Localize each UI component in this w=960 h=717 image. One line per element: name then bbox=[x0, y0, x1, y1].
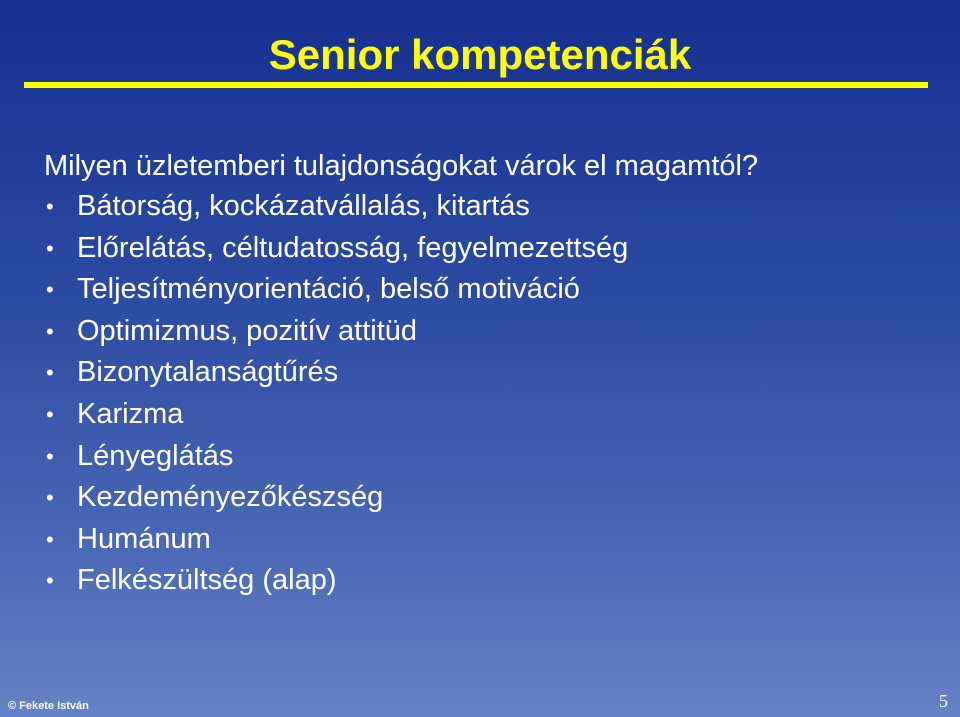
bullet-text: Előrelátás, céltudatosság, fegyelmezettség bbox=[77, 231, 629, 264]
bullet-dot-icon: • bbox=[46, 443, 54, 469]
bullet-item bbox=[44, 519, 628, 561]
slide-question: Milyen üzletemberi tulajdonságokat várok el magamtól? bbox=[44, 150, 759, 182]
bullet-dot-icon: • bbox=[46, 318, 54, 344]
bullet-text: Felkészültség (alap) bbox=[77, 564, 337, 597]
page-number: 5 bbox=[939, 691, 948, 711]
bullet-text: Lényeglátás bbox=[77, 439, 234, 472]
bullet-text: Teljesítményorientáció, belső motiváció bbox=[77, 273, 580, 306]
bullet-text: Karizma bbox=[77, 397, 184, 430]
bullet-item bbox=[44, 560, 628, 602]
bullet-item bbox=[44, 394, 628, 436]
bullet-dot-icon: • bbox=[46, 401, 54, 427]
bullet-item bbox=[44, 269, 628, 311]
bullet-item bbox=[44, 352, 628, 394]
bullet-item bbox=[44, 311, 628, 353]
bullet-dot-icon: • bbox=[46, 235, 54, 261]
bullet-text: Bizonytalanságtűrés bbox=[77, 356, 339, 389]
bullet-text: Kezdeményezőkészség bbox=[77, 481, 384, 514]
bullet-dot-icon: • bbox=[46, 360, 54, 386]
footer-author: © Fekete István bbox=[8, 700, 89, 712]
bullet-text: Bátorság, kockázatvállalás, kitartás bbox=[77, 190, 530, 222]
bullet-item bbox=[44, 477, 628, 519]
bullet-dot-icon: • bbox=[46, 485, 54, 511]
bullet-text: Optimizmus, pozitív attitüd bbox=[77, 314, 418, 347]
bullet-dot-icon: • bbox=[46, 194, 54, 219]
bullet-item bbox=[44, 186, 628, 228]
bullet-list bbox=[44, 186, 628, 602]
slide-title: Senior kompetenciák bbox=[268, 31, 692, 78]
bullet-dot-icon: • bbox=[46, 568, 54, 594]
bullet-text: Humánum bbox=[77, 522, 211, 555]
bullet-item bbox=[44, 436, 628, 478]
bullet-item bbox=[44, 228, 628, 270]
title-underline bbox=[24, 82, 928, 88]
bullet-dot-icon: • bbox=[46, 277, 54, 303]
bullet-dot-icon: • bbox=[46, 526, 54, 552]
